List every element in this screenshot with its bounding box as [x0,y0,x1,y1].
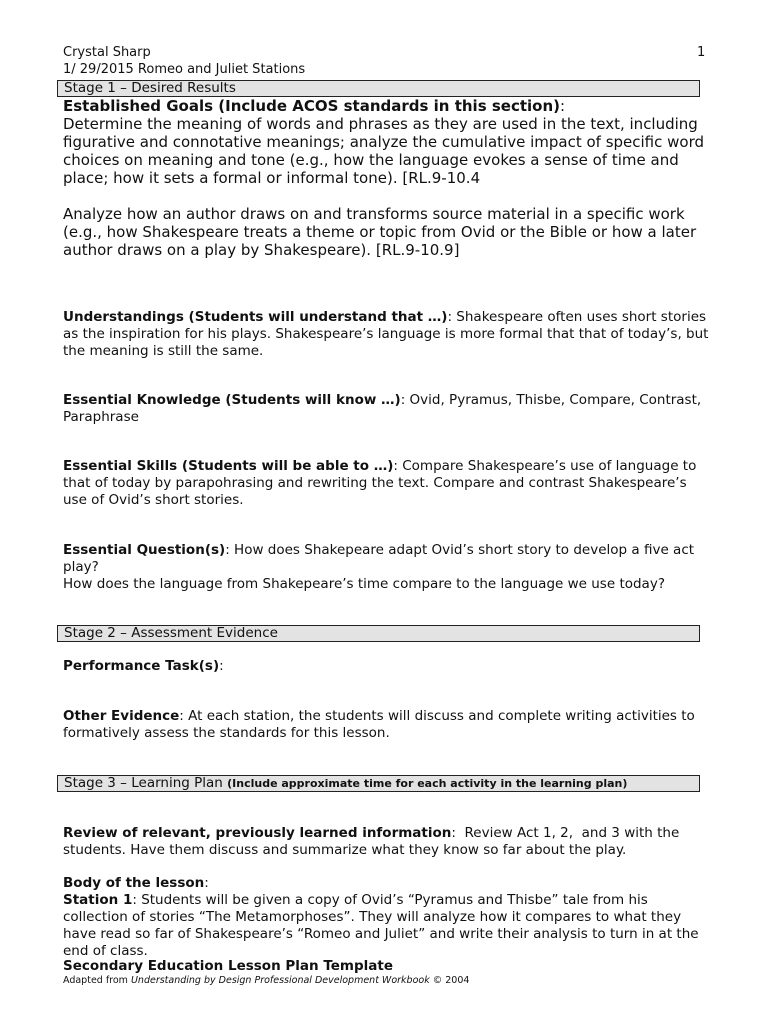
essential-skills-section [63,458,709,509]
established-goals-colon: : [560,97,566,115]
understandings-section [63,309,709,360]
other-evidence-text: : At each station, the students will discuss and complete writing activities to formatively assess the standards for this lesson. [63,708,695,741]
body-of-lesson-label: Body of the lesson [63,875,205,891]
essential-skills-text: : Compare Shakespeare’s use of language to that of today by parapohrasing and rewriting the text. Compare and contrast Shakespeare’s use of Ovid’s short stories. [63,458,697,508]
footer-attribution-source: Understanding by Design Professional Development Workbook [130,975,430,986]
stage-1-title: Stage 1 – Desired Results [64,80,236,96]
author-name: Crystal Sharp [63,45,151,60]
review-label: Review of relevant, previously learned information [63,825,452,841]
footer-attribution [63,975,469,987]
review-section [63,825,709,859]
stage-3-header [57,775,700,792]
understandings-text: : Shakespeare often uses short stories as the inspiration for his plays. Shakespeare’s language is more formal that that of today’s, but the meaning is still the same. [63,309,709,359]
essential-knowledge-label: Essential Knowledge (Students will know …) [63,392,401,408]
performance-task-label: Performance Task(s) [63,658,220,674]
stage-3-title: Stage 3 – Learning Plan [64,775,228,791]
essential-questions-section [63,542,709,593]
footer-attribution-suffix: © 2004 [429,975,470,986]
understandings-label: Understandings (Students will understand that …) [63,309,448,325]
footer-attribution-prefix: Adapted from [63,975,131,986]
essential-skills-label: Essential Skills (Students will be able to …) [63,458,394,474]
established-goals-label: Established Goals (Include ACOS standards in this section) [63,97,560,115]
established-goals-text-2: Analyze how an author draws on and transforms source material in a specific work (e.g., how Shakespeare treats a theme or topic from Ovid or the Bible or how a later author draws on a play by Shakespeare). [RL.9-10.9] [63,205,697,259]
essential-knowledge-text: : Ovid, Pyramus, Thisbe, Compare, Contrast, Paraphrase [63,392,727,425]
other-evidence-label: Other Evidence [63,708,180,724]
document-date-title: 1/ 29/2015 Romeo and Juliet Stations [63,62,306,77]
stage-1-header [57,80,700,97]
established-goals-text-1: Determine the meaning of words and phrases as they are used in the text, including figurative and connotative meanings; analyze the cumulative impact of specific word choices on meaning and tone (e.g., how the language evokes a sense of time and place; how it sets a formal or informal tone). [RL.9-10.4 [63,115,705,187]
other-evidence-section [63,708,709,742]
station-1-text: : Students will be given a copy of Ovid’s “Pyramus and Thisbe” tale from his collection of stories “The Metamorphoses”. They will analyze how it compares to what they have read so far of Shakespeare’s “Romeo and Juliet” and write their analysis to turn in at the end of class. [63,892,699,959]
essential-questions-text-2: How does the language from Shakepeare’s time compare to the language we use today? [63,576,665,592]
established-goals-section [63,97,713,187]
performance-task-section [63,658,709,675]
footer-template-title: Secondary Education Lesson Plan Template [63,958,393,974]
stage-3-title-note: (Include approximate time for each activity in the learning plan) [227,777,628,790]
essential-knowledge-section [63,392,727,426]
performance-task-colon: : [219,658,224,674]
body-of-lesson-colon: : [204,875,209,891]
stage-2-title: Stage 2 – Assessment Evidence [64,625,278,641]
review-text: : Review Act 1, 2, and 3 with the students. Have them discuss and summarize what they know so far about the play. [63,825,684,858]
essential-questions-text-1: : How does Shakepeare adapt Ovid’s short story to develop a five act play? [63,542,695,575]
body-of-lesson-section [63,875,709,960]
page-number: 1 [697,45,706,60]
station-1-label: Station 1 [63,892,133,908]
stage-2-header [57,625,700,642]
essential-questions-label: Essential Question(s) [63,542,226,558]
